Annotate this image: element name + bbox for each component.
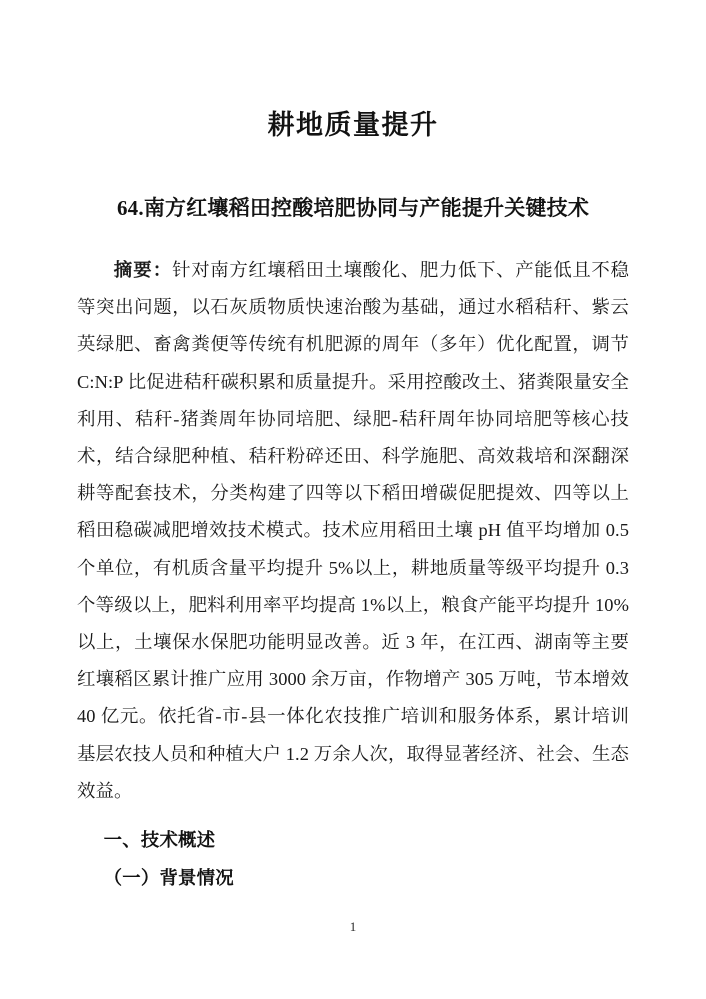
abstract-label: 摘要： [113,260,173,280]
page-number: 1 [349,919,357,934]
section-subtitle: 64.南方红壤稻田控酸培肥协同与产能提升关键技术 [116,196,590,221]
section-heading-1-block [77,822,629,859]
section-heading-2: （一）背景情况 [103,868,234,888]
abstract-paragraph [77,252,629,810]
section-heading-1: 一、技术概述 [103,830,216,850]
page-title: 耕地质量提升 [267,110,439,142]
abstract-text: 针对南方红壤稻田土壤酸化、肥力低下、产能低且不稳等突出问题，以石灰质物质快速治酸为基础，通过水稻秸秆、紫云英绿肥、畜禽粪便等传统有机肥源的周年（多年）优化配置，调节 C:N:P 比促进秸秆碳积累和质量提升。采用控酸改土、猪粪限量安全利用、秸秆-猪粪周年协同培肥、绿肥-秸秆周年协同培肥等核心技术，结合绿肥种植、秸秆粉碎还田、科学施肥、高效栽培和深翻深耕等配套技术，分类构建了四等以下稻田增碳促肥提效、四等以上稻田稳碳减肥增效技术模式。技术应用稻田土壤 pH 值平均增加 0.5 个单位，有机质含量平均提升 5%以上，耕地质量等级平均提升 0.3 个等级以上，肥料利用率平均提高 1%以上，粮食产能平均提升 10%以上，土壤保水保肥功能明显改善。近 3 年，在江西、湖南等主要红壤稻区累计推广应用 3000 余万亩，作物增产 305 万吨，节本增效 40 亿元。依托省-市-县一体化农技推广培训和服务体系，累计培训基层农技人员和种植大户 1.2 万余人次，取得显著经济、社会、生态效益。 [77,260,629,801]
abstract-block [77,252,629,810]
section-heading-2-block [77,860,629,897]
